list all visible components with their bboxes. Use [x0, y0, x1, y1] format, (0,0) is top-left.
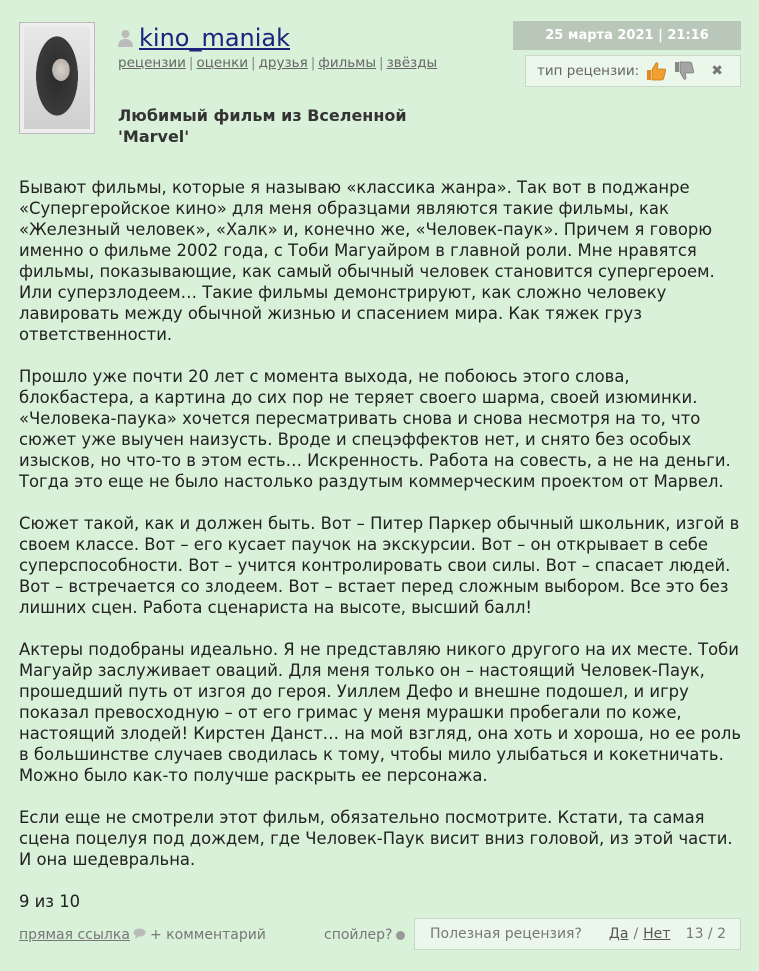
- useful-review-box: [414, 918, 741, 950]
- comment-icon: [133, 927, 146, 943]
- vote-no-link[interactable]: Нет: [643, 926, 671, 942]
- link-stars[interactable]: звёзды: [386, 55, 438, 71]
- close-icon[interactable]: ✖: [711, 63, 723, 79]
- useful-question: Полезная рецензия?: [430, 926, 582, 942]
- add-comment-label: + комментарий: [150, 927, 266, 943]
- link-reviews[interactable]: рецензии: [118, 55, 186, 71]
- review-score: 9 из 10: [19, 892, 81, 911]
- spoiler-dot-icon: [396, 931, 405, 940]
- avatar[interactable]: [24, 27, 90, 129]
- user-links: рецензии | оценки | друзья | фильмы | звёзды: [118, 55, 438, 71]
- review-paragraph: Бывают фильмы, которые я называю «классика жанра». Так вот в поджанре «Супергеройское кино» для меня образцами являются такие фильмы, как «Железный человек», «Халк» и, конечно же, «Человек-паук». Причем я говорю именно о фильме 2002 года, с Тоби Магуайром в главной роли. Мне нравятся фильмы, показывающие, как самый обычный человек становится супергероем. Или суперзлодеем… Такие фильмы демонстрируют, как сложно человеку лавировать между обычной жизнью и спасением мира. Как тяжек груз ответственности.: [19, 178, 715, 344]
- avatar-frame[interactable]: [19, 22, 95, 134]
- thumb-up-icon[interactable]: [645, 60, 667, 82]
- review-type-label: тип рецензии:: [537, 63, 640, 79]
- review-paragraph: Сюжет такой, как и должен быть. Вот – Питер Паркер обычный школьник, изгой в своем классе. Вот – его кусает паучок на экскурсии. Вот – он открывает в себе суперспособности. Вот – учится контролировать свои силы. Вот – спасает людей. Вот – встречается со злодеем. Вот – встает перед сложным выбором. Все это без лишних сцен. Работа сценариста на высоте, высший балл!: [19, 514, 740, 617]
- vote-separator: /: [633, 926, 639, 942]
- review-body: [19, 177, 744, 933]
- username-link[interactable]: kino_maniak: [139, 24, 291, 52]
- review-type-box: [525, 55, 741, 87]
- link-ratings[interactable]: оценки: [196, 55, 248, 71]
- vote-count: 13 / 2: [685, 926, 726, 942]
- review-paragraph: Прошло уже почти 20 лет с момента выхода, не побоюсь этого слова, блокбастера, а картина до сих пор не теряет своего шарма, своей изюминки. «Человека-паука» хочется пересматривать снова и снова несмотря на то, что сюжет уже выучен наизусть. Вроде и спецэффектов нет, и снято без особых изысков, но что-то в этом есть… Искренность. Работа на совесть, а не на деньги. Тогда это еще не было настолько раздутым коммерческим проектом от Марвел.: [19, 367, 731, 491]
- user-icon: [118, 29, 133, 47]
- spoiler-toggle[interactable]: [324, 927, 405, 943]
- review-footer: [19, 918, 741, 950]
- review-date: 25 марта 2021 | 21:16: [513, 21, 741, 50]
- review-paragraph: Если еще не смотрели этот фильм, обязательно посмотрите. Кстати, та самая сцена поцелуя под дождем, где Человек-Паук висит вниз головой, из этой части. И она шедевральна.: [19, 808, 733, 869]
- review-title: Любимый фильм из Вселенной 'Marvel': [118, 106, 407, 146]
- user-row: [118, 24, 290, 52]
- thumb-down-icon[interactable]: [673, 60, 695, 82]
- review-paragraph: Актеры подобраны идеально. Я не представляю никого другого на их месте. Тоби Магуайр заслуживает оваций. Для меня только он – настоящий Человек-Паук, прошедший путь от изгоя до героя. Уиллем Дефо и внешне подошел, и игру показал превосходную – от его гримас у меня мурашки пробегали по коже, настоящий злодей! Кирстен Данст… на мой взгляд, она хоть и хороша, но ее роль в большинстве случаев сводилась к тому, чтобы мило улыбаться и кокетничать. Можно было как-то получше раскрыть ее персонажа.: [19, 640, 742, 785]
- spoiler-label: спойлер?: [324, 927, 393, 943]
- add-comment-button[interactable]: [133, 927, 266, 943]
- link-films[interactable]: фильмы: [318, 55, 377, 71]
- vote-yes-link[interactable]: Да: [608, 926, 629, 942]
- link-friends[interactable]: друзья: [258, 55, 308, 71]
- permalink[interactable]: прямая ссылка: [19, 927, 130, 943]
